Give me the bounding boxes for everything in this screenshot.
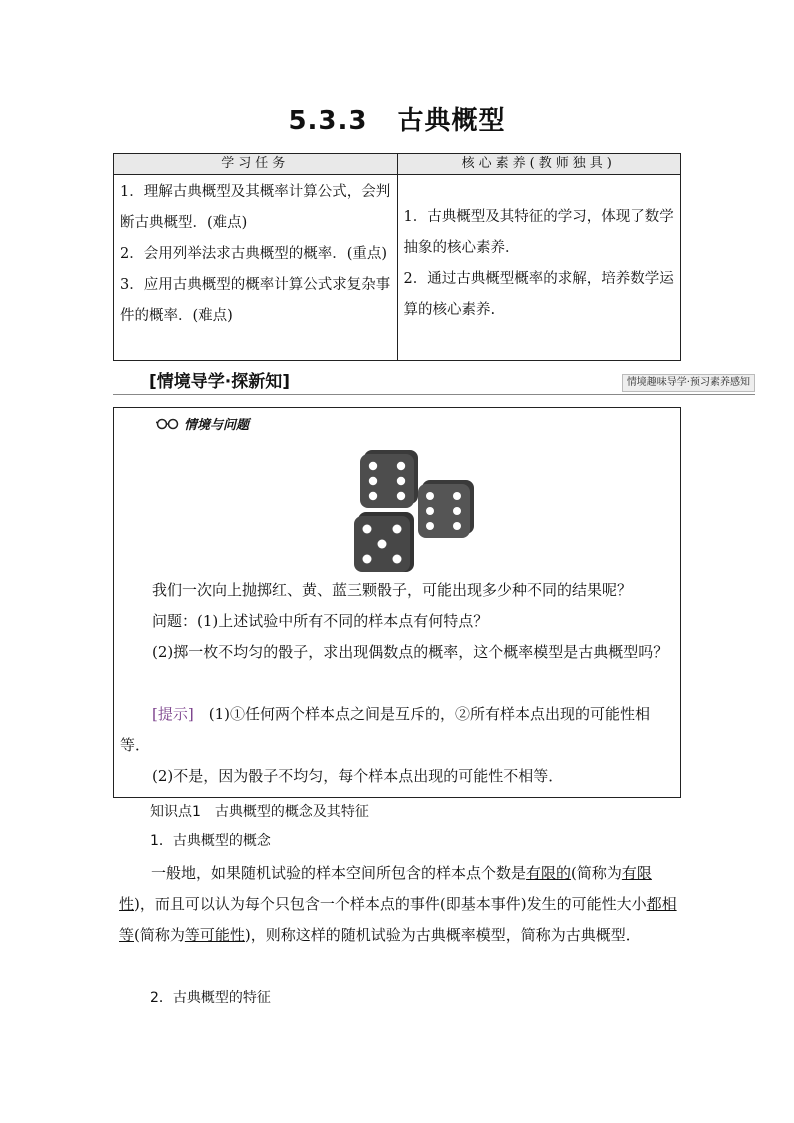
page-title [0, 100, 794, 137]
dice-illustration [352, 448, 474, 573]
scenario-title [156, 414, 249, 433]
literacy-item: 2．通过古典概型概率的求解，培养数学运算的核心素养. [403, 271, 674, 318]
hint-label: [提示] [152, 705, 194, 723]
concept-paragraph: 一般地，如果随机试验的样本空间所包含的样本点个数是有限的(简称为有限性)，而且可以认为每个只包含一个样本点的事件(即基本事件)发生的可能性大小都相等(简称为等可能性)，则称这样的随机试验为古典概率模型，简称为古典概型． [119, 864, 677, 944]
knowledge-point-text: 古典概型的概念及其特征 [214, 804, 369, 820]
task-item: 1．理解古典概型及其概率计算公式，会判断古典概型．(难点) [120, 184, 391, 231]
literacy-item: 1．古典概型及其特征的学习，体现了数学抽象的核心素养． [403, 209, 674, 256]
section-tag: 情境趣味导学·预习素养感知 [622, 374, 755, 392]
subheading-concept: 1．古典概型的概念 [150, 833, 271, 849]
title-text: 古典概型 [397, 106, 506, 136]
scenario-title-text: 情境与问题 [184, 418, 250, 433]
dice-top-icon [360, 450, 418, 508]
header-learning-tasks: 学习任务 [114, 154, 398, 174]
underlined-term: 等可能性 [184, 926, 245, 944]
underlined-term: 都相等 [119, 895, 677, 944]
question-1: 问题：(1)上述试验中所有不同的样本点有何特点？ [152, 612, 489, 630]
task-item: 3．应用古典概型的概率计算公式求复杂事件的概率．(难点) [120, 277, 391, 324]
underlined-term: 有限的 [526, 864, 572, 882]
underlined-term: 有限性 [119, 864, 652, 913]
section-label: [情境导学·探新知] [149, 372, 290, 392]
question-2: (2)掷一枚不均匀的骰子，求出现偶数点的概率，这个概率模型是古典概型吗？ [152, 643, 669, 661]
table-header [114, 154, 680, 175]
task-item: 2．会用列举法求古典概型的概率．(重点) [120, 246, 388, 262]
section-number: 5.3.3 [288, 106, 368, 136]
dice-right-icon [418, 480, 474, 538]
knowledge-point-label: 知识点1 [150, 804, 201, 820]
literacy-column [398, 175, 681, 361]
hint-1: [提示] (1)①任何两个样本点之间是互斥的，②所有样本点出现的可能性相等． [120, 705, 650, 754]
section-heading [113, 366, 755, 395]
scenario-box [113, 407, 681, 798]
hint-2: (2)不是，因为骰子不均匀，每个样本点出现的可能性不相等． [152, 767, 564, 785]
dice-front-icon [354, 512, 414, 572]
glasses-icon [156, 418, 180, 430]
scenario-question: 我们一次向上抛掷红、黄、蓝三颗骰子，可能出现多少种不同的结果呢？ [152, 581, 633, 599]
learning-goals-table [113, 153, 681, 361]
header-core-literacy: 核心素养(教师独具) [461, 156, 616, 171]
tasks-column [114, 175, 398, 361]
subheading-features: 2．古典概型的特征 [150, 990, 271, 1006]
table-body [114, 175, 680, 361]
knowledge-point-title [150, 801, 369, 821]
